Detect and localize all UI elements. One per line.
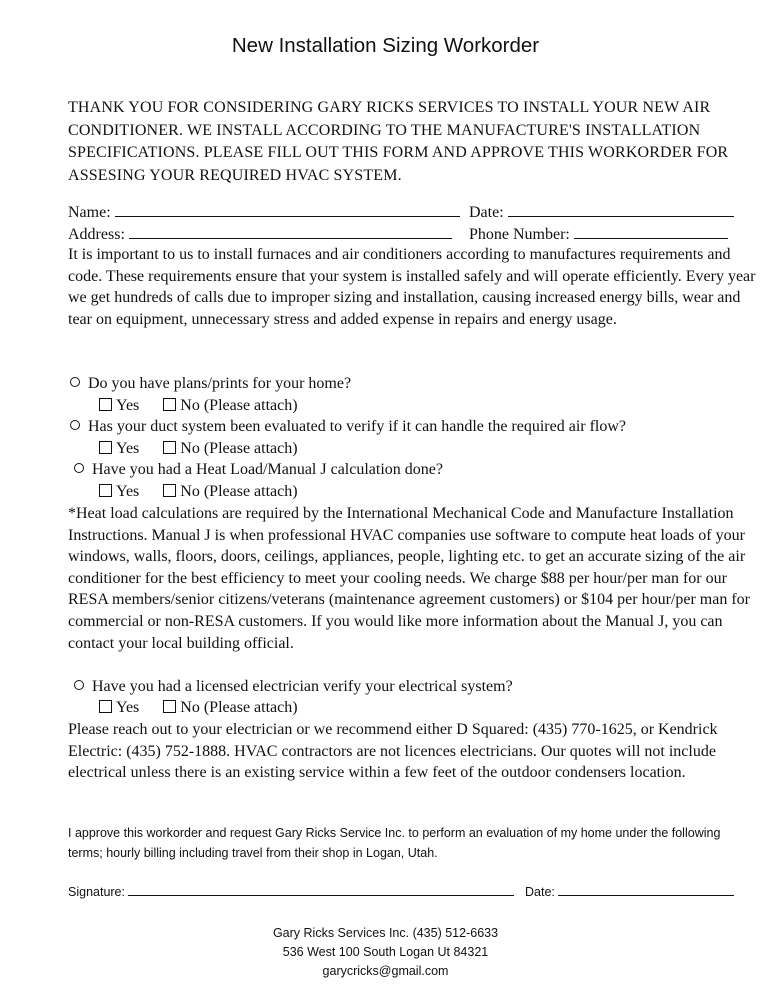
footer-address: 536 West 100 South Logan Ut 84321 bbox=[282, 945, 489, 959]
phone-label: Phone Number: bbox=[469, 226, 570, 243]
question-electrical bbox=[74, 676, 513, 698]
importance-paragraph: It is important to us to install furnaces and air conditioners according to manufactures requirements and code. These requirements ensure that your system is installed safely and will operate efficiently. Every year we get hundreds of calls due to improper sizing and installation, causing increased energy bills, wear and tear on equipment, unnecessary stress and added expense in repairs and energy usage. bbox=[68, 246, 756, 328]
name-field[interactable] bbox=[115, 202, 460, 217]
no-checkbox[interactable] bbox=[163, 398, 176, 411]
intro-paragraph: THANK YOU FOR CONSIDERING GARY RICKS SERVICES TO INSTALL YOUR NEW AIR CONDITIONER. WE INSTALL ACCORDING TO THE MANUFACTURE'S INSTALLATION SPECIFICATIONS. PLEASE FILL OUT THIS FORM AND APPROVE THIS WORKORDER FOR ASSESING YOUR REQUIRED HVAC SYSTEM. bbox=[68, 99, 729, 184]
answer-row bbox=[99, 697, 298, 719]
electrician-paragraph: Please reach out to your electrician or we recommend either D Squared: (435) 770-1625, or Kendrick Electric: (435) 752-1888. HVAC contractors are not licences electricians. Our quotes will not include electrical unless there is an existing service within a few feet of the outdoor condensers location. bbox=[68, 721, 718, 782]
address-row bbox=[68, 224, 452, 246]
phone-field[interactable] bbox=[574, 224, 728, 239]
question-text: Has your duct system been evaluated to verify if it can handle the required air flow? bbox=[88, 418, 627, 435]
no-checkbox[interactable] bbox=[163, 441, 176, 454]
yes-label: Yes bbox=[116, 440, 140, 457]
footer-company-phone: Gary Ricks Services Inc. (435) 512-6633 bbox=[272, 926, 499, 940]
signature-date-label: Date: bbox=[525, 885, 555, 899]
yes-label: Yes bbox=[116, 397, 140, 414]
question-text: Do you have plans/prints for your home? bbox=[88, 375, 352, 392]
yes-checkbox[interactable] bbox=[99, 441, 112, 454]
no-label: No (Please attach) bbox=[180, 440, 298, 457]
no-label: No (Please attach) bbox=[180, 483, 298, 500]
signature-row bbox=[68, 882, 514, 902]
question-heat-load bbox=[74, 459, 443, 481]
answer-row bbox=[99, 395, 298, 417]
date-field[interactable] bbox=[508, 202, 734, 217]
no-label: No (Please attach) bbox=[180, 397, 298, 414]
bullet-icon bbox=[74, 680, 84, 690]
heat-load-paragraph: *Heat load calculations are required by the International Mechanical Code and Manufacture Installation Instructions. Manual J is when professional HVAC companies use software to compute heat loads of your windows, walls, floors, doors, ceilings, appliances, people, lighting etc. to get an accurate sizing of the air conditioner for the best efficiency to meet your cooling needs. We charge $88 per hour/per man for our RESA members/senior citizens/veterans (maintenance agreement customers) or $104 per hour/per man for commercial or non-RESA customers. If you would like more information about the Manual J, you can contact your local building official. bbox=[68, 505, 750, 652]
yes-checkbox[interactable] bbox=[99, 484, 112, 497]
bullet-icon bbox=[74, 463, 84, 473]
no-checkbox[interactable] bbox=[163, 700, 176, 713]
phone-row bbox=[469, 224, 728, 246]
approval-text: I approve this workorder and request Gary Ricks Service Inc. to perform an evaluation of my home under the following terms; hourly billing including travel from their shop in Logan, Utah. bbox=[68, 826, 721, 860]
question-text: Have you had a Heat Load/Manual J calculation done? bbox=[92, 461, 443, 478]
signature-date-row bbox=[525, 882, 734, 902]
yes-label: Yes bbox=[116, 699, 140, 716]
yes-checkbox[interactable] bbox=[99, 700, 112, 713]
address-label: Address: bbox=[68, 226, 125, 243]
no-label: No (Please attach) bbox=[180, 699, 298, 716]
question-plans bbox=[70, 373, 351, 395]
footer-email[interactable]: garycricks@gmail.com bbox=[322, 964, 449, 978]
signature-field[interactable] bbox=[128, 884, 514, 896]
address-field[interactable] bbox=[129, 224, 452, 239]
answer-row bbox=[99, 438, 298, 460]
signature-label: Signature: bbox=[68, 885, 125, 899]
yes-label: Yes bbox=[116, 483, 140, 500]
answer-row bbox=[99, 481, 298, 503]
date-label: Date: bbox=[469, 204, 504, 221]
date-row bbox=[469, 202, 734, 224]
page-title: New Installation Sizing Workorder bbox=[231, 34, 540, 57]
no-checkbox[interactable] bbox=[163, 484, 176, 497]
yes-checkbox[interactable] bbox=[99, 398, 112, 411]
question-text: Have you had a licensed electrician verify your electrical system? bbox=[92, 678, 513, 695]
name-label: Name: bbox=[68, 204, 111, 221]
bullet-icon bbox=[70, 377, 80, 387]
bullet-icon bbox=[70, 420, 80, 430]
name-row bbox=[68, 202, 460, 224]
signature-date-field[interactable] bbox=[558, 884, 734, 896]
question-ducts bbox=[70, 416, 626, 438]
